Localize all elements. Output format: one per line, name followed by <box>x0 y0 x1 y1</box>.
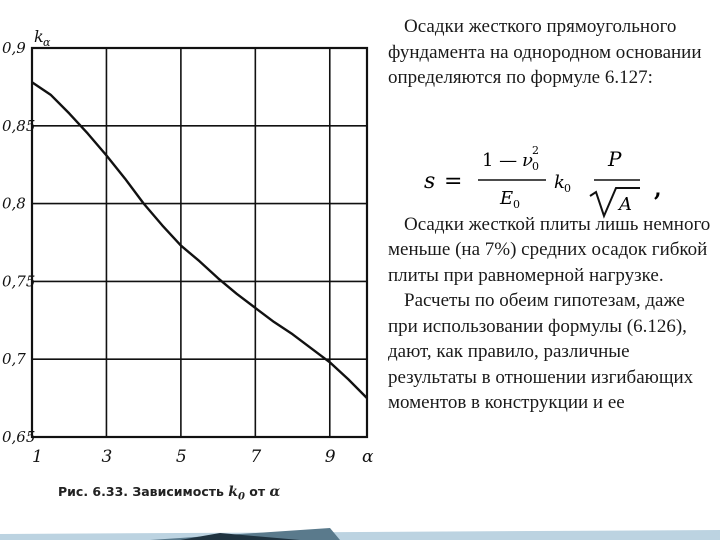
formula-comma: , <box>654 176 662 202</box>
paragraph-2: Осадки жесткой плиты лишь немного меньше (на 7%) средних осадок гибкой плиты при равномерной нагрузке. <box>388 213 711 286</box>
y-tick-label-3: 0,75 <box>2 272 36 291</box>
caption-k-sub: 0 <box>237 491 245 503</box>
x-tick-label-1: 3 <box>101 447 113 467</box>
formula-nu: ν <box>522 150 533 171</box>
formula-s: s <box>424 169 436 194</box>
formula-A: A <box>619 194 632 215</box>
formula-nu-sub: 0 <box>532 160 539 173</box>
chart-figure <box>0 0 372 512</box>
caption-k: k <box>228 484 238 500</box>
paragraph-3: Расчеты по обеим гипотезам, даже при использовании формулы (6.126), дают, как правило, различные результаты в отношении изгибающих моментов в конструкции и ее <box>388 290 694 413</box>
x-tick-label-2: 5 <box>175 447 187 467</box>
formula-eq: = <box>444 169 463 194</box>
y-tick-label-2: 0,8 <box>2 194 26 213</box>
figure-caption <box>58 484 280 503</box>
x-tick-label-3: 7 <box>250 447 262 467</box>
formula-k-sub: 0 <box>564 182 571 195</box>
y-axis-label-sub: α <box>43 36 51 49</box>
caption-prefix: Рис. 6.33. Зависимость <box>58 484 224 499</box>
formula <box>418 136 678 226</box>
x-tick-label-0: 1 <box>32 447 43 467</box>
formula-k: k <box>554 172 565 193</box>
slide-decor-bar <box>0 520 720 540</box>
chart-svg <box>0 0 372 512</box>
x-tick-label-4: 9 <box>324 447 336 467</box>
y-tick-label-0: 0,9 <box>2 39 26 57</box>
formula-P: P <box>608 147 622 171</box>
x-tick-label-5: α <box>362 447 374 467</box>
decor-band-light <box>0 530 720 540</box>
plot-frame <box>32 48 367 437</box>
paragraph-1: Осадки жесткого прямоугольного фундамента на однородном основании определяются по формуле 6.127: <box>388 16 702 88</box>
caption-mid: от <box>249 484 266 499</box>
formula-one-minus: 1 — <box>482 150 518 171</box>
sqrt-sign-icon <box>590 188 640 216</box>
formula-E: E <box>500 188 514 209</box>
caption-alpha: α <box>269 484 281 500</box>
y-tick-label-4: 0,7 <box>2 350 26 369</box>
y-tick-label-5: 0,65 <box>2 428 36 446</box>
y-axis-label: k <box>34 27 44 46</box>
formula-nu-sup: 2 <box>532 144 539 157</box>
y-tick-label-1: 0,85 <box>2 116 36 135</box>
formula-E-sub: 0 <box>513 198 520 211</box>
series-line <box>32 82 367 398</box>
